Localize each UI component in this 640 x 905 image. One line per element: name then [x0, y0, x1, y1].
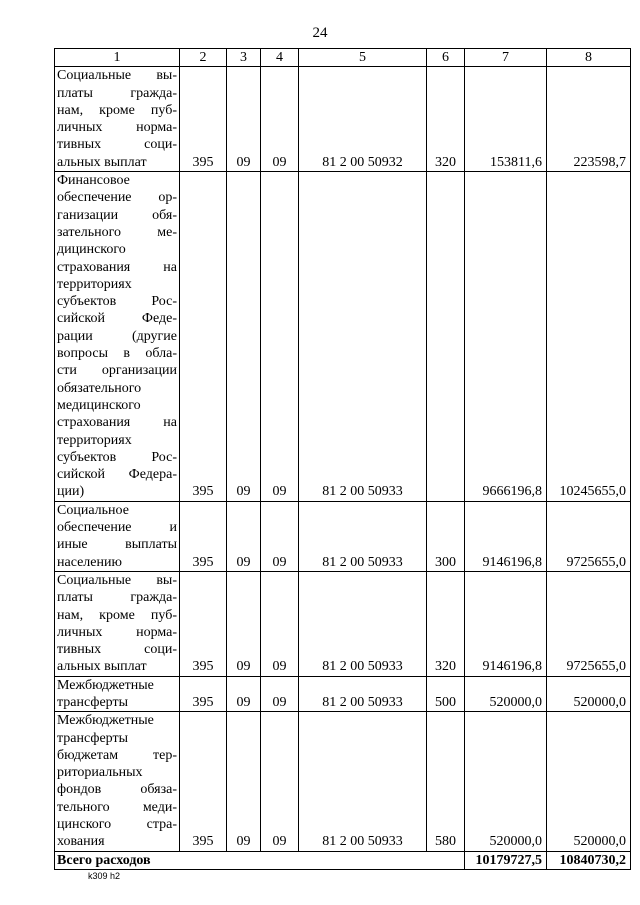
ministry-code: 395 [180, 501, 227, 571]
amount-year-2: 9725655,0 [547, 571, 631, 676]
column-number-row [55, 49, 631, 67]
column-header: 8 [547, 49, 631, 67]
target-article-code: 81 2 00 50933 [299, 712, 427, 851]
ministry-code: 395 [180, 67, 227, 172]
expense-name-line: зательного ме- [57, 224, 177, 240]
expense-name-line: фондов обяза- [57, 782, 177, 798]
expense-name-line: Социальные вы- [57, 68, 177, 84]
expense-name-line: альных выплат [57, 659, 147, 675]
expense-name-line: субъектов Рос- [57, 449, 177, 465]
expense-type-code: 300 [427, 501, 465, 571]
expense-type-code: 320 [427, 571, 465, 676]
column-header: 1 [55, 49, 180, 67]
table-row [55, 67, 631, 172]
expense-name-line: вопросы в обла- [57, 346, 177, 362]
expense-name [55, 67, 180, 172]
expense-name-line: тельного меди- [57, 799, 177, 815]
ministry-code: 395 [180, 712, 227, 851]
amount-year-2: 520000,0 [547, 676, 631, 712]
ministry-code: 395 [180, 676, 227, 712]
expense-name-line: сти организации [57, 363, 177, 379]
table-row [55, 172, 631, 502]
ministry-code: 395 [180, 172, 227, 502]
expense-name-line: риториальных [57, 765, 143, 781]
page-number: 24 [312, 25, 328, 41]
column-header: 7 [465, 49, 547, 67]
subsection-code: 09 [261, 571, 299, 676]
subsection-code: 09 [261, 501, 299, 571]
target-article-code: 81 2 00 50933 [299, 501, 427, 571]
expense-name-line: хования [57, 834, 105, 850]
expense-type-code: 580 [427, 712, 465, 851]
expense-name [55, 712, 180, 851]
subsection-code: 09 [261, 712, 299, 851]
ministry-code: 395 [180, 571, 227, 676]
table-body [55, 49, 631, 852]
expense-name-line: тивных соци- [57, 642, 177, 658]
total-label: Всего расходов [55, 851, 465, 869]
subsection-code: 09 [261, 172, 299, 502]
table-row [55, 712, 631, 851]
expense-type-code: 500 [427, 676, 465, 712]
column-header: 5 [299, 49, 427, 67]
amount-year-2: 223598,7 [547, 67, 631, 172]
expense-name-line: сийской Феде- [57, 311, 177, 327]
section-code: 09 [227, 501, 261, 571]
column-header: 2 [180, 49, 227, 67]
expense-name-line: Финансовое [57, 173, 130, 189]
expense-name-line: ции) [57, 484, 85, 500]
table-row [55, 676, 631, 712]
section-code: 09 [227, 172, 261, 502]
expense-name [55, 571, 180, 676]
expense-name-line: населению [57, 554, 122, 570]
expense-name-line: обязательного [57, 380, 142, 396]
section-code: 09 [227, 712, 261, 851]
amount-year-1: 520000,0 [465, 712, 547, 851]
expense-name-line: обеспечение и [57, 520, 177, 536]
expense-name-line: сийской Федера- [57, 467, 177, 483]
section-code: 09 [227, 67, 261, 172]
expense-name-line: Социальные вы- [57, 572, 177, 588]
expense-name-line: медицинского [57, 397, 141, 413]
expense-name [55, 172, 180, 502]
target-article-code: 81 2 00 50933 [299, 571, 427, 676]
expense-name-line: страхования на [57, 415, 177, 431]
amount-year-1: 153811,6 [465, 67, 547, 172]
target-article-code: 81 2 00 50933 [299, 676, 427, 712]
amount-year-2: 9725655,0 [547, 501, 631, 571]
target-article-code: 81 2 00 50932 [299, 67, 427, 172]
total-row [55, 851, 631, 869]
expense-name-line: личных норма- [57, 624, 177, 640]
expense-name-line: дицинского [57, 242, 126, 258]
expense-type-code: 320 [427, 67, 465, 172]
expense-name-line: иные выплаты [57, 537, 177, 553]
expense-name-line: нам, кроме пуб- [57, 607, 177, 623]
table-row [55, 501, 631, 571]
expense-name-line: ганизации обя- [57, 207, 177, 223]
document-code: k309 h2 [88, 871, 121, 881]
expense-name-line: территориях [57, 276, 132, 292]
expense-name-line: тивных соци- [57, 137, 177, 153]
table-row [55, 571, 631, 676]
amount-year-1: 520000,0 [465, 676, 547, 712]
expense-name-line: страхования на [57, 259, 177, 275]
section-code: 09 [227, 676, 261, 712]
column-header: 3 [227, 49, 261, 67]
subsection-code: 09 [261, 67, 299, 172]
amount-year-2: 520000,0 [547, 712, 631, 851]
expense-name-line: территориях [57, 432, 132, 448]
expense-name-line: Межбюджетные [57, 713, 154, 729]
expense-name-line: цинского стра- [57, 817, 177, 833]
expense-name-line: Межбюджетные [57, 677, 154, 693]
expense-name-line: обеспечение ор- [57, 190, 177, 206]
expense-name-line: рации (другие [57, 328, 177, 344]
amount-year-1: 9146196,8 [465, 571, 547, 676]
expense-name-line: платы гражда- [57, 85, 177, 101]
expense-name-line: субъектов Рос- [57, 294, 177, 310]
expense-name-line: бюджетам тер- [57, 747, 177, 763]
target-article-code: 81 2 00 50933 [299, 172, 427, 502]
expense-name-line: платы гражда- [57, 590, 177, 606]
column-header: 6 [427, 49, 465, 67]
total-value-8: 10840730,2 [547, 851, 631, 869]
expense-type-code [427, 172, 465, 502]
amount-year-2: 10245655,0 [547, 172, 631, 502]
total-value-7: 10179727,5 [465, 851, 547, 869]
budget-table [54, 48, 631, 870]
amount-year-1: 9666196,8 [465, 172, 547, 502]
expense-name [55, 676, 180, 712]
amount-year-1: 9146196,8 [465, 501, 547, 571]
expense-name-line: Социальное [57, 502, 129, 518]
expense-name-line: нам, кроме пуб- [57, 102, 177, 118]
expense-name-line: личных норма- [57, 120, 177, 136]
section-code: 09 [227, 571, 261, 676]
expense-name-line: альных выплат [57, 154, 147, 170]
column-header: 4 [261, 49, 299, 67]
subsection-code: 09 [261, 676, 299, 712]
expense-name-line: трансферты [57, 730, 129, 746]
expense-name [55, 501, 180, 571]
expense-name-line: трансферты [57, 694, 129, 710]
